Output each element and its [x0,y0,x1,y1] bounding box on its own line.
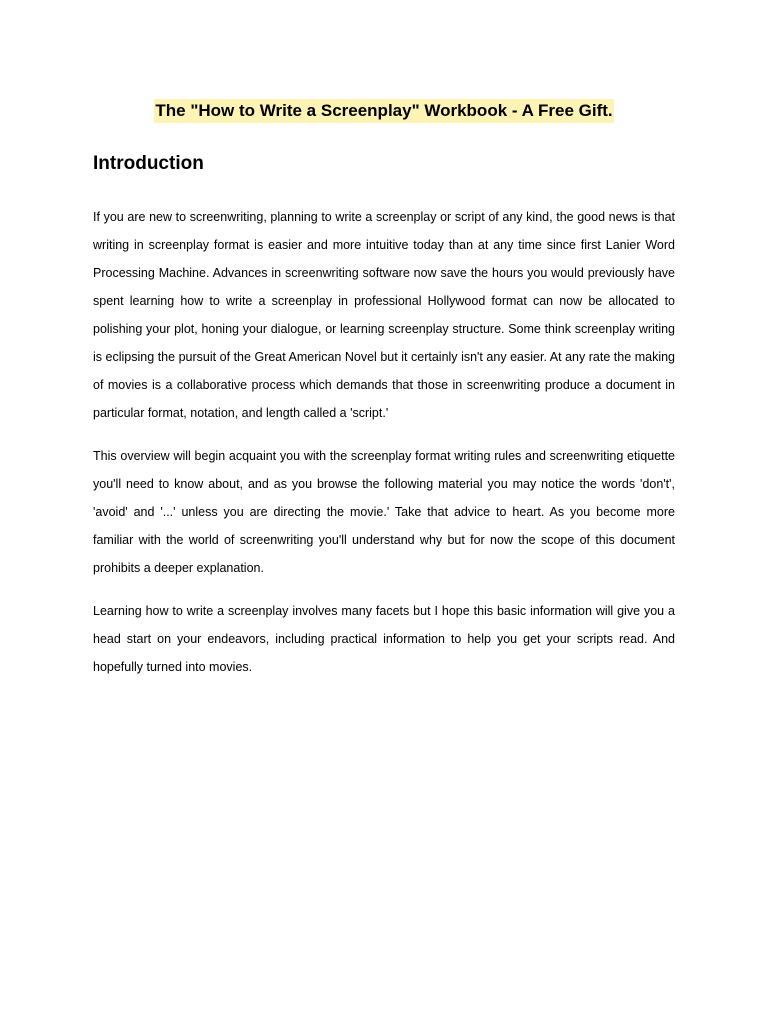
title-container [0,99,768,123]
paragraph-3: Learning how to write a screenplay involves many facets but I hope this basic information will give you a head start on your endeavors, including practical information to help you get your scripts read. And hopefully turned into movies. [93,604,675,674]
section-heading: Introduction [93,153,204,174]
paragraph-2: This overview will begin acquaint you with the screenplay format writing rules and screenwriting etiquette you'll need to know about, and as you browse the following material you may notice the words 'don't', 'avoid' and '...' unless you are directing the movie.' Take that advice to heart. As you become more familiar with the world of screenwriting you'll understand why but for now the scope of this document prohibits a deeper explanation. [93,449,675,575]
document-body [93,203,675,696]
document-title: The "How to Write a Screenplay" Workbook - A Free Gift. [154,99,613,123]
paragraph-1: If you are new to screenwriting, planning to write a screenplay or script of any kind, the good news is that writing in screenplay format is easier and more intuitive today than at any time since first Lanier Word Processing Machine. Advances in screenwriting software now save the hours you would previously have spent learning how to write a screenplay in professional Hollywood format can now be allocated to polishing your plot, honing your dialogue, or learning screenplay structure. Some think screenplay writing is eclipsing the pursuit of the Great American Novel but it certainly isn't any easier. At any rate the making of movies is a collaborative process which demands that those in screenwriting produce a document in particular format, notation, and length called a 'script.' [93,210,675,420]
